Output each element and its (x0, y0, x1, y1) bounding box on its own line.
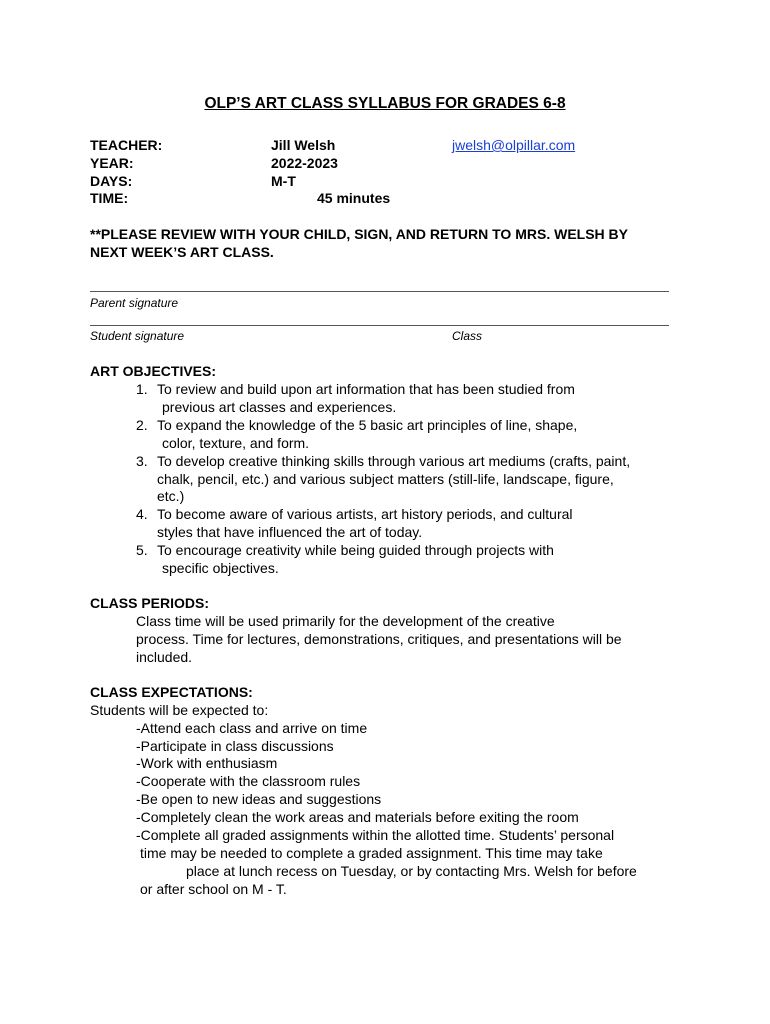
objective-number: 3. (136, 453, 148, 469)
objective-line: To become aware of various artists, art history periods, and cultural (157, 506, 573, 522)
teacher-value: Jill Welsh (271, 137, 336, 153)
class-periods-line: Class time will be used primarily for the development of the creative (136, 613, 555, 629)
page-title: OLP’S ART CLASS SYLLABUS FOR GRADES 6-8 (204, 95, 566, 112)
class-periods-line: process. Time for lectures, demonstrations, critiques, and presentations will be (136, 631, 622, 647)
days-label: DAYS: (90, 173, 133, 189)
objective-line: previous art classes and experiences. (162, 399, 397, 415)
expectation-item: -Complete all graded assignments within the allotted time. Students’ personal (136, 827, 615, 843)
objective-line: color, texture, and form. (162, 435, 310, 451)
objective-line: etc.) (157, 488, 185, 504)
student-signature-line (90, 325, 669, 326)
student-signature-label: Student signature (90, 329, 185, 343)
objective-number: 2. (136, 417, 148, 433)
objective-line: To expand the knowledge of the 5 basic art principles of line, shape, (157, 417, 578, 433)
time-value: 45 minutes (317, 190, 391, 206)
expectation-item: -Participate in class discussions (136, 738, 334, 754)
objective-number: 5. (136, 542, 148, 558)
year-value: 2022-2023 (271, 155, 338, 171)
objective-line: chalk, pencil, etc.) and various subject matters (still-life, landscape, figure, (157, 471, 614, 487)
expectation-continuation: or after school on M - T. (140, 881, 287, 897)
expectation-item: -Be open to new ideas and suggestions (136, 791, 382, 807)
expectations-intro: Students will be expected to: (90, 702, 269, 718)
objective-number: 1. (136, 381, 148, 397)
expectation-item: -Work with enthusiasm (136, 755, 278, 771)
expectation-item: -Completely clean the work areas and materials before exiting the room (136, 809, 579, 825)
class-label: Class (452, 329, 483, 343)
objectives-heading: ART OBJECTIVES: (90, 363, 217, 379)
objective-line: styles that have influenced the art of today. (157, 524, 423, 540)
expectation-item: -Attend each class and arrive on time (136, 720, 368, 736)
objective-line: To develop creative thinking skills through various art mediums (crafts, paint, (157, 453, 631, 469)
objective-line: To encourage creativity while being guided through projects with (157, 542, 554, 558)
notice-line-2: NEXT WEEK’S ART CLASS. (90, 244, 274, 260)
class-expectations-heading: CLASS EXPECTATIONS: (90, 684, 253, 700)
class-periods-heading: CLASS PERIODS: (90, 595, 210, 611)
expectation-continuation: time may be needed to complete a graded assignment. This time may take (140, 845, 603, 861)
objective-line: specific objectives. (162, 560, 279, 576)
parent-signature-label: Parent signature (90, 296, 179, 310)
expectation-continuation: place at lunch recess on Tuesday, or by contacting Mrs. Welsh for before (186, 863, 637, 879)
objective-number: 4. (136, 506, 148, 522)
days-value: M-T (271, 173, 296, 189)
expectation-item: -Cooperate with the classroom rules (136, 773, 361, 789)
teacher-email-link[interactable]: jwelsh@olpillar.com (452, 137, 576, 153)
year-label: YEAR: (90, 155, 134, 171)
notice-line-1: **PLEASE REVIEW WITH YOUR CHILD, SIGN, AND RETURN TO MRS. WELSH BY (90, 226, 628, 242)
class-periods-line: included. (136, 649, 193, 665)
objective-line: To review and build upon art information that has been studied from (157, 381, 575, 397)
time-label: TIME: (90, 190, 129, 206)
parent-signature-line (90, 291, 669, 292)
teacher-label: TEACHER: (90, 137, 163, 153)
